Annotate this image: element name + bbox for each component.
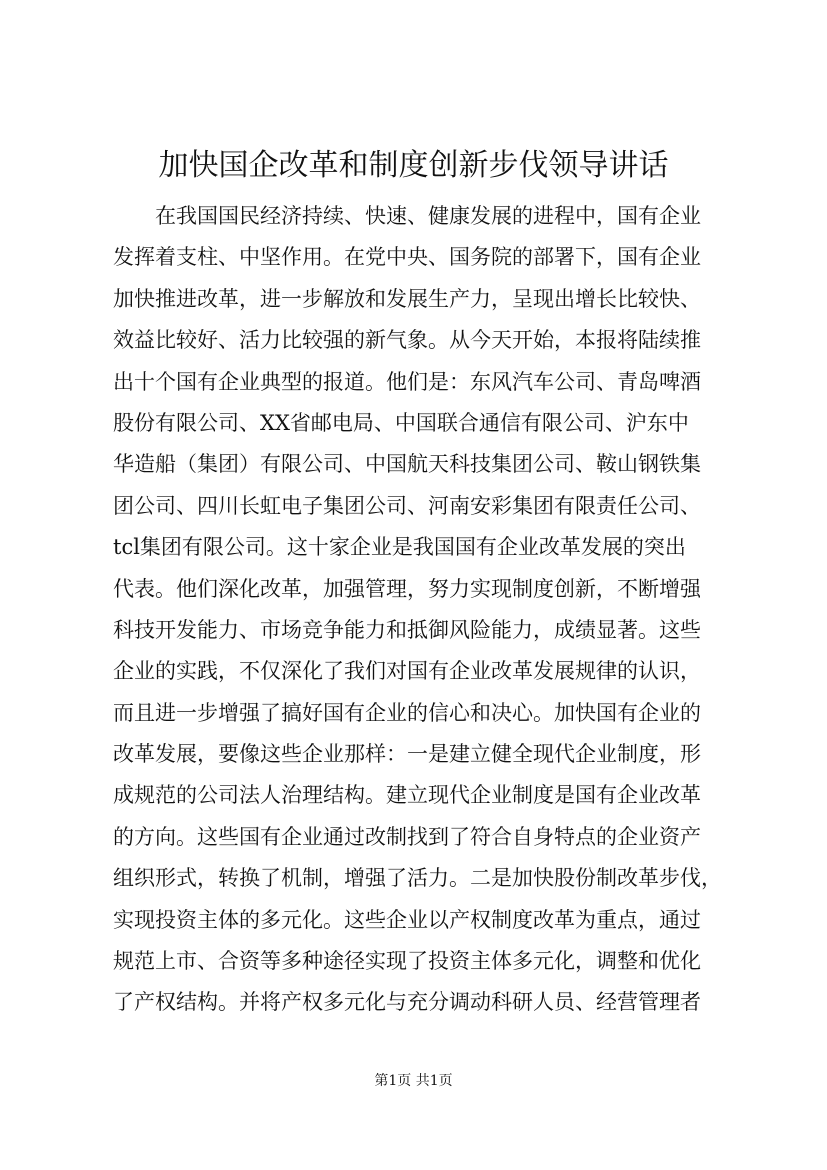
body-line: 华造船（集团）有限公司、中国航天科技集团公司、鞍山钢铁集 (113, 452, 701, 477)
body-line: 科技开发能力、市场竞争能力和抵御风险能力，成绩显著。这些 (113, 617, 701, 642)
body-line: 实现投资主体的多元化。这些企业以产权制度改革为重点，通过 (113, 907, 701, 932)
body-line: 在我国国民经济持续、快速、健康发展的进程中，国有企业 (155, 204, 701, 228)
body-line: 组织形式，转换了机制，增强了活力。二是加快股份制改革步伐， (113, 866, 722, 891)
body-line: 代表。他们深化改革，加强管理，努力实现制度创新，不断增强 (113, 576, 701, 601)
body-line: 股份有限公司、XX省邮电局、中国联合通信有限公司、沪东中 (113, 410, 689, 435)
body-line: 发挥着支柱、中坚作用。在党中央、国务院的部署下，国有企业 (113, 245, 701, 270)
document-title: 加快国企改革和制度创新步伐领导讲话 (158, 148, 669, 183)
body-line: 效益比较好、活力比较强的新气象。从今天开始，本报将陆续推 (113, 328, 701, 353)
document-body (113, 196, 733, 1024)
body-line: tcl集团有限公司。这十家企业是我国国有企业改革发展的突出 (113, 535, 686, 560)
body-line: 企业的实践，不仅深化了我们对国有企业改革发展规律的认识， (113, 659, 701, 684)
body-line: 的方向。这些国有企业通过改制找到了符合自身特点的企业资产 (113, 824, 701, 849)
body-line: 出十个国有企业典型的报道。他们是：东风汽车公司、青岛啤酒 (113, 369, 701, 394)
page-footer: 第1页 共1页 (374, 1073, 453, 1089)
body-line: 规范上市、合资等多种途径实现了投资主体多元化，调整和优化 (113, 949, 701, 974)
body-line: 加快推进改革，进一步解放和发展生产力，呈现出增长比较快、 (113, 286, 701, 311)
body-line: 团公司、四川长虹电子集团公司、河南安彩集团有限责任公司、 (113, 493, 701, 518)
body-line: 改革发展，要像这些企业那样：一是建立健全现代企业制度，形 (113, 742, 701, 767)
body-line: 成规范的公司法人治理结构。建立现代企业制度是国有企业改革 (113, 783, 701, 808)
body-line: 而且进一步增强了搞好国有企业的信心和决心。加快国有企业的 (113, 700, 701, 725)
body-line: 了产权结构。并将产权多元化与充分调动科研人员、经营管理者 (113, 990, 701, 1015)
